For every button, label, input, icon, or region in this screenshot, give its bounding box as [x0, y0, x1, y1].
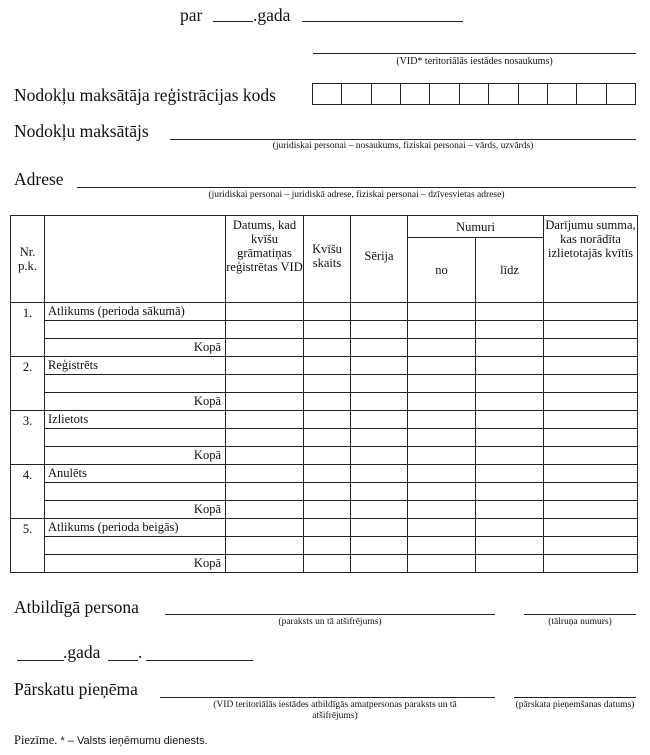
table-cell[interactable]: [226, 537, 304, 555]
row-label: Izlietots: [45, 411, 226, 429]
table-cell[interactable]: [304, 447, 351, 465]
table-cell[interactable]: [226, 393, 304, 411]
accept-date-line[interactable]: [514, 697, 636, 698]
table-cell[interactable]: [351, 555, 408, 573]
table-cell[interactable]: [304, 321, 351, 339]
table-cell[interactable]: [476, 483, 544, 501]
par-blank[interactable]: [213, 21, 253, 22]
table-cell[interactable]: [304, 501, 351, 519]
col-no: no: [408, 238, 476, 303]
receipts-table: [10, 215, 638, 573]
table-cell[interactable]: [544, 465, 638, 483]
row-number: 1.: [11, 303, 45, 357]
date-year-blank[interactable]: [17, 660, 64, 661]
payer-line[interactable]: [170, 139, 636, 140]
accept-date-caption: (pārskata pieņemšanas datums): [515, 700, 635, 710]
table-row: [11, 447, 638, 465]
table-cell[interactable]: [226, 429, 304, 447]
table-row: [11, 357, 638, 375]
reg-code-boxes[interactable]: [312, 83, 636, 105]
table-cell[interactable]: [304, 411, 351, 429]
table-cell[interactable]: [351, 483, 408, 501]
table-cell[interactable]: [408, 303, 476, 321]
table-cell[interactable]: [476, 357, 544, 375]
row-number: 2.: [11, 357, 45, 411]
table-cell[interactable]: [226, 465, 304, 483]
kopa-label: Kopā: [45, 447, 226, 465]
reg-code-box: [548, 84, 577, 104]
table-cell[interactable]: [408, 321, 476, 339]
table-cell[interactable]: [351, 519, 408, 537]
table-cell[interactable]: [476, 339, 544, 357]
kopa-label: Kopā: [45, 501, 226, 519]
table-cell[interactable]: [226, 303, 304, 321]
table-cell[interactable]: [408, 429, 476, 447]
table-cell[interactable]: [408, 375, 476, 393]
table-cell[interactable]: [304, 519, 351, 537]
table-cell[interactable]: [544, 447, 638, 465]
table-cell[interactable]: [226, 501, 304, 519]
table-cell[interactable]: [544, 357, 638, 375]
table-cell[interactable]: [476, 555, 544, 573]
table-row: [11, 429, 638, 447]
table-cell[interactable]: [351, 537, 408, 555]
address-caption: (juridiskai personai – juridiskā adrese, fiziskai personai – dzīvesvietas adrese): [208, 190, 505, 200]
table-cell[interactable]: [544, 429, 638, 447]
note-text: * – Valsts ieņēmumu dienests.: [60, 735, 208, 747]
table-row: [11, 483, 638, 501]
table-row: [11, 303, 638, 321]
responsible-label: Atbildīgā persona: [14, 597, 139, 617]
table-cell[interactable]: [351, 429, 408, 447]
table-cell[interactable]: [544, 393, 638, 411]
table-cell[interactable]: [408, 447, 476, 465]
date-gada-label: .gada: [63, 642, 101, 662]
table-cell[interactable]: [544, 339, 638, 357]
table-cell[interactable]: [476, 321, 544, 339]
table-row: [11, 321, 638, 339]
table-cell[interactable]: [408, 483, 476, 501]
table-row: [11, 465, 638, 483]
table-cell[interactable]: [304, 393, 351, 411]
table-row: [11, 411, 638, 429]
table-cell[interactable]: [226, 375, 304, 393]
kopa-label: Kopā: [45, 393, 226, 411]
table-cell[interactable]: [408, 411, 476, 429]
table-cell[interactable]: [544, 519, 638, 537]
vid-official-caption: (VID teritoriālās iestādes atbildīgās amatpersonas paraksts un tā atšifrējums): [213, 700, 457, 721]
table-cell[interactable]: [544, 537, 638, 555]
date-day-blank[interactable]: [108, 660, 138, 661]
col-name: [45, 216, 226, 303]
table-cell[interactable]: [408, 465, 476, 483]
table-cell[interactable]: [544, 411, 638, 429]
responsible-line[interactable]: [165, 614, 495, 615]
row-number: 5.: [11, 519, 45, 573]
date-dot: .: [138, 642, 143, 662]
table-cell[interactable]: [476, 303, 544, 321]
gada-blank[interactable]: [302, 21, 463, 22]
table-cell[interactable]: [408, 501, 476, 519]
table-cell[interactable]: [351, 375, 408, 393]
payer-label: Nodokļu maksātājs: [14, 121, 149, 141]
table-body: [11, 303, 638, 573]
kopa-label: Kopā: [45, 555, 226, 573]
table-cell[interactable]: [476, 465, 544, 483]
table-row: [11, 375, 638, 393]
col-kvisu: Kvīšu skaits: [304, 216, 351, 303]
reg-code-box: [577, 84, 606, 104]
table-cell[interactable]: [544, 375, 638, 393]
vid-name-line[interactable]: [313, 53, 636, 54]
table-cell[interactable]: [351, 321, 408, 339]
row-number: 3.: [11, 411, 45, 465]
table-cell[interactable]: [544, 555, 638, 573]
table-row: [11, 339, 638, 357]
reg-code-box: [607, 84, 635, 104]
col-summa: Darījumu summa, kas norādīta izlietotajās kvītīs: [544, 216, 638, 303]
reg-code-box: [460, 84, 489, 104]
reg-code-box: [372, 84, 401, 104]
par-label: par: [180, 5, 203, 25]
reg-code-label: Nodokļu maksātāja reģistrācijas kods: [14, 85, 276, 105]
table-row: [11, 501, 638, 519]
row-label-blank: [45, 375, 226, 393]
table-cell[interactable]: [476, 519, 544, 537]
reg-code-box: [313, 84, 342, 104]
table-cell[interactable]: [226, 483, 304, 501]
table-cell[interactable]: [304, 303, 351, 321]
accepted-label: Pārskatu pieņēma: [14, 679, 138, 699]
table-cell[interactable]: [476, 537, 544, 555]
table-cell[interactable]: [351, 339, 408, 357]
table-cell[interactable]: [408, 537, 476, 555]
phone-caption: (tālruņa numurs): [548, 617, 612, 627]
kopa-label: Kopā: [45, 339, 226, 357]
signature-caption: (paraksts un tā atšifrējums): [278, 617, 382, 627]
table-row: [11, 519, 638, 537]
table-cell[interactable]: [304, 465, 351, 483]
table-cell[interactable]: [476, 411, 544, 429]
phone-line[interactable]: [524, 614, 636, 615]
table-cell[interactable]: [408, 357, 476, 375]
row-label-blank: [45, 537, 226, 555]
gada-label: .gada: [253, 5, 291, 25]
reg-code-box: [401, 84, 430, 104]
table-cell[interactable]: [408, 393, 476, 411]
table-cell[interactable]: [544, 321, 638, 339]
row-label-blank: [45, 429, 226, 447]
row-label-blank: [45, 483, 226, 501]
table-cell[interactable]: [408, 555, 476, 573]
row-label: Reģistrēts: [45, 357, 226, 375]
table-cell[interactable]: [304, 375, 351, 393]
table-cell[interactable]: [544, 483, 638, 501]
table-cell[interactable]: [351, 465, 408, 483]
table-cell[interactable]: [304, 429, 351, 447]
table-cell[interactable]: [544, 303, 638, 321]
row-label: Anulēts: [45, 465, 226, 483]
table-cell[interactable]: [476, 429, 544, 447]
col-lidz: līdz: [476, 238, 544, 303]
row-label-blank: [45, 321, 226, 339]
table-row: [11, 555, 638, 573]
table-row: [11, 537, 638, 555]
table-row: [11, 393, 638, 411]
table-cell[interactable]: [351, 447, 408, 465]
table-cell[interactable]: [304, 483, 351, 501]
table-cell[interactable]: [226, 447, 304, 465]
reg-code-box: [342, 84, 371, 104]
col-numuri: Numuri: [408, 216, 544, 238]
reg-code-box: [489, 84, 518, 104]
table-cell[interactable]: [351, 303, 408, 321]
table-cell[interactable]: [304, 537, 351, 555]
note: [14, 733, 208, 748]
date-month-blank[interactable]: [146, 660, 253, 661]
table-cell[interactable]: [351, 501, 408, 519]
table-cell[interactable]: [304, 555, 351, 573]
payer-caption: (juridiskai personai – nosaukums, fiziskai personai – vārds, uzvārds): [272, 141, 534, 151]
table-cell[interactable]: [408, 339, 476, 357]
table-cell[interactable]: [476, 375, 544, 393]
table-cell[interactable]: [304, 339, 351, 357]
reg-code-box: [430, 84, 459, 104]
col-nr: Nr. p.k.: [11, 216, 45, 303]
table-cell[interactable]: [476, 447, 544, 465]
table-cell[interactable]: [226, 411, 304, 429]
address-line[interactable]: [77, 187, 636, 188]
table-cell[interactable]: [351, 393, 408, 411]
table-cell[interactable]: [351, 357, 408, 375]
note-label: Piezīme.: [14, 733, 58, 747]
table-cell[interactable]: [226, 555, 304, 573]
col-datums: Datums, kad kvīšu grāmatiņas reģistrētas VID: [226, 216, 304, 303]
table-cell[interactable]: [476, 501, 544, 519]
row-label: Atlikums (perioda sākumā): [45, 303, 226, 321]
vid-caption: (VID* teritoriālās iestādes nosaukums): [396, 56, 553, 67]
row-number: 4.: [11, 465, 45, 519]
table-cell[interactable]: [226, 519, 304, 537]
table-cell[interactable]: [304, 357, 351, 375]
accepted-line[interactable]: [160, 697, 495, 698]
table-cell[interactable]: [351, 411, 408, 429]
table-cell[interactable]: [408, 519, 476, 537]
table-cell[interactable]: [476, 393, 544, 411]
table-cell[interactable]: [226, 357, 304, 375]
table-cell[interactable]: [544, 501, 638, 519]
table-cell[interactable]: [226, 321, 304, 339]
address-label: Adrese: [14, 169, 64, 189]
col-serija: Sērija: [351, 216, 408, 303]
row-label: Atlikums (perioda beigās): [45, 519, 226, 537]
table-cell[interactable]: [226, 339, 304, 357]
reg-code-box: [519, 84, 548, 104]
